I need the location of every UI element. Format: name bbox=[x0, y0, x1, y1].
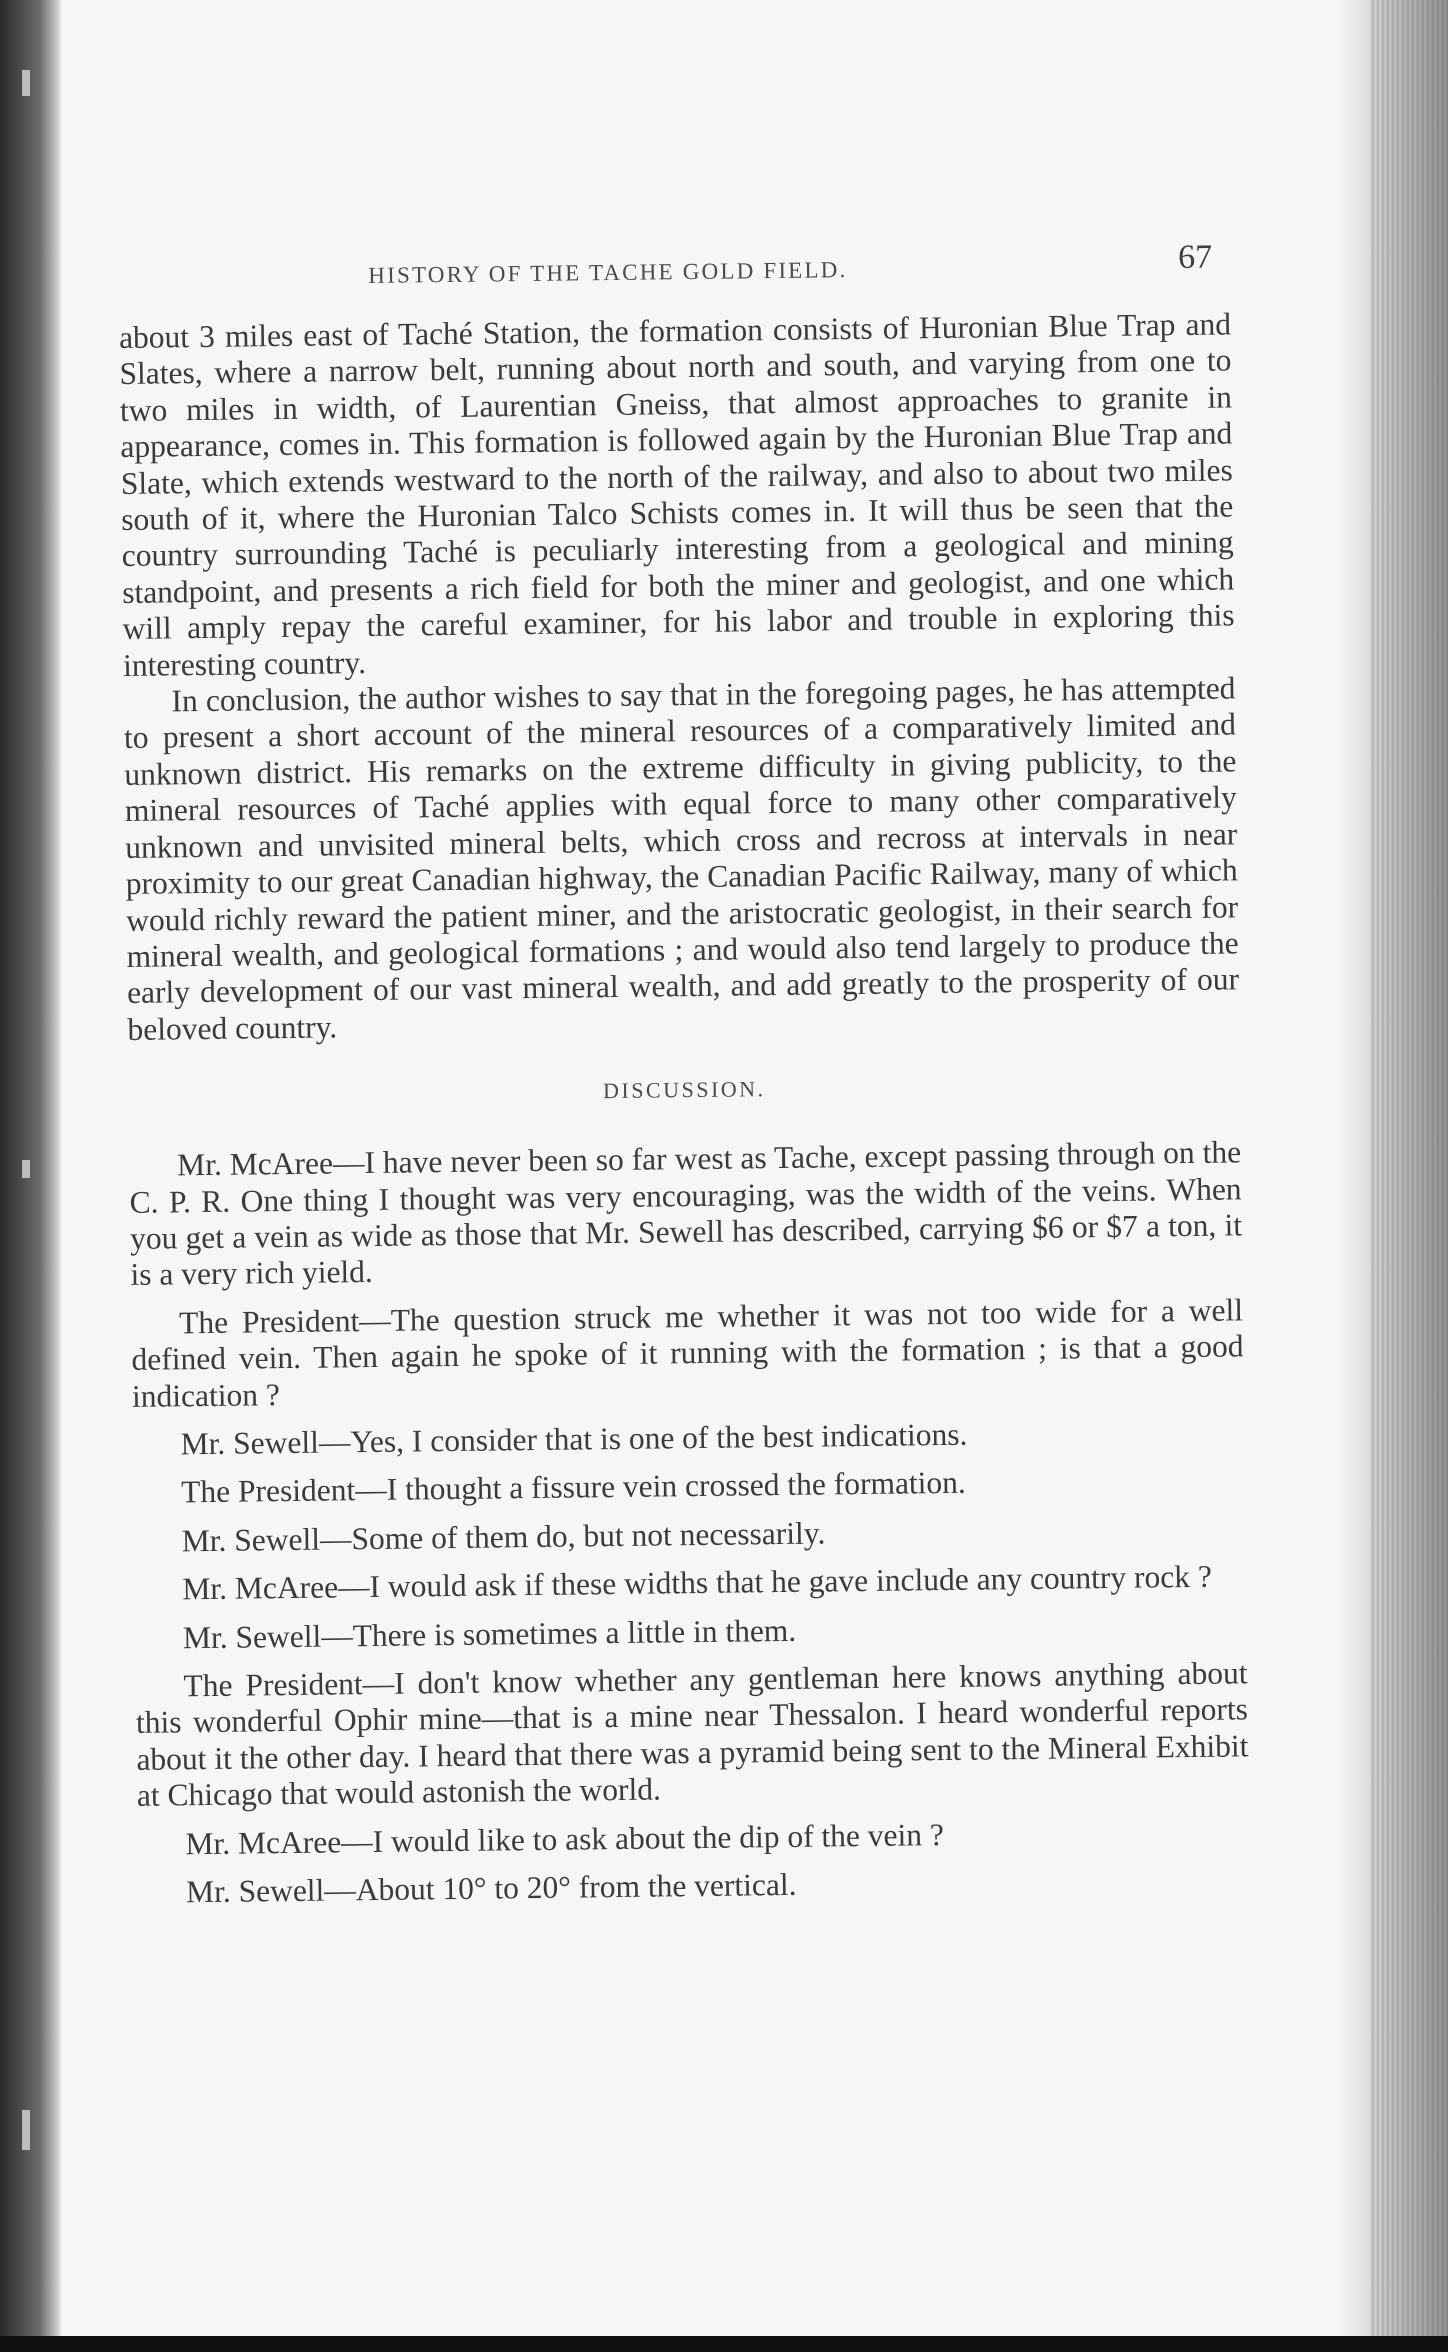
book-binding-edge bbox=[0, 0, 62, 2352]
discussion-entry: Mr. Sewell—About 10° to 20° from the vertical. bbox=[185, 1866, 797, 1910]
page-gutter-shadow bbox=[1338, 0, 1372, 2352]
edge-speck bbox=[22, 2110, 30, 2150]
discussion-entry: Mr. McAree—I would like to ask about the dip of the vein ? bbox=[185, 1816, 945, 1861]
discussion-entry: Mr. Sewell—There is sometimes a little in them. bbox=[182, 1612, 797, 1655]
running-title: HISTORY OF THE TACHE GOLD FIELD. bbox=[368, 257, 848, 288]
body-text bbox=[119, 306, 1240, 1048]
page-stack-edge bbox=[1370, 0, 1448, 2352]
running-header bbox=[118, 236, 1231, 310]
page-text bbox=[118, 236, 1250, 1923]
edge-speck bbox=[22, 1160, 30, 1178]
edge-speck bbox=[22, 70, 30, 96]
discussion-entry: Mr. McAree—I have never been so far west as Tache, except passing through on the C. P. R. One thing I thought was very encouraging, was the width of the veins. When you get a vein as wide as those that Mr. Sewell has described, carrying $6 or $7 a ton, it is a very rich yield. bbox=[129, 1134, 1243, 1293]
discussion-entry: Mr. McAree—I would ask if these widths that he gave include any country rock ? bbox=[182, 1558, 1213, 1607]
paragraph: about 3 miles east of Taché Station, the formation consists of Huronian Blue Trap and Slates, where a narrow belt, running about north and south, and varying from one to two miles in width, of Laurentian Gneiss, that almost approaches to granite in appearance, comes in. This formation is followed again by the Huronian Blue Trap and Slate, which extends westward to the north of the railway, and also to about two miles south of it, where the Huronian Talco Schists comes in. It will thus be seen that the country surrounding Taché is peculiarly interesting from a geological and mining standpoint, and presents a rich field for both the miner and geologist, and one which will amply repay the careful examiner, for his labor and trouble in exploring this interesting country. bbox=[118, 306, 1235, 683]
discussion-entry: The President—I don't know whether any gentleman here knows anything about this wonderful Ophir mine—that is a mine near Thessalon. I heard wonderful reports about it the other day. I heard that there was a pyramid being sent to the Mineral Exhibit at Chicago that would astonish the world. bbox=[135, 1655, 1249, 1814]
discussion-section bbox=[129, 1134, 1250, 1911]
paragraph: In conclusion, the author wishes to say that in the foregoing pages, he has attempted to present a short account of the mineral resources of a comparatively limited and unknown district. His remarks on the extreme difficulty in giving publicity, to the mineral resources of Taché applies with equal force to many other comparatively unknown and unvisited mineral belts, which cross and recross at intervals in near proximity to our great Canadian highway, the Canadian Pacific Railway, many of which would richly reward the patient miner, and the aristocratic geologist, in their search for mineral wealth, and geological formations ; and would also tend largely to produce the early development of our vast mineral wealth, and add greatly to the prosperity of our beloved country. bbox=[123, 670, 1240, 1047]
discussion-entry: The President—The question struck me whether it was not too wide for a well defined vein. Then again he spoke of it running with the formation ; is that a good indication ? bbox=[131, 1292, 1244, 1414]
discussion-entry: Mr. Sewell—Some of them do, but not necessarily. bbox=[181, 1515, 826, 1559]
discussion-entry: The President—I thought a fissure vein crossed the formation. bbox=[180, 1465, 967, 1510]
discussion-entry: Mr. Sewell—Yes, I consider that is one of the best indications. bbox=[180, 1416, 968, 1462]
page-number: 67 bbox=[1177, 238, 1213, 277]
section-heading: DISCUSSION. bbox=[602, 1076, 766, 1104]
scan-bottom-border bbox=[0, 2336, 1448, 2352]
